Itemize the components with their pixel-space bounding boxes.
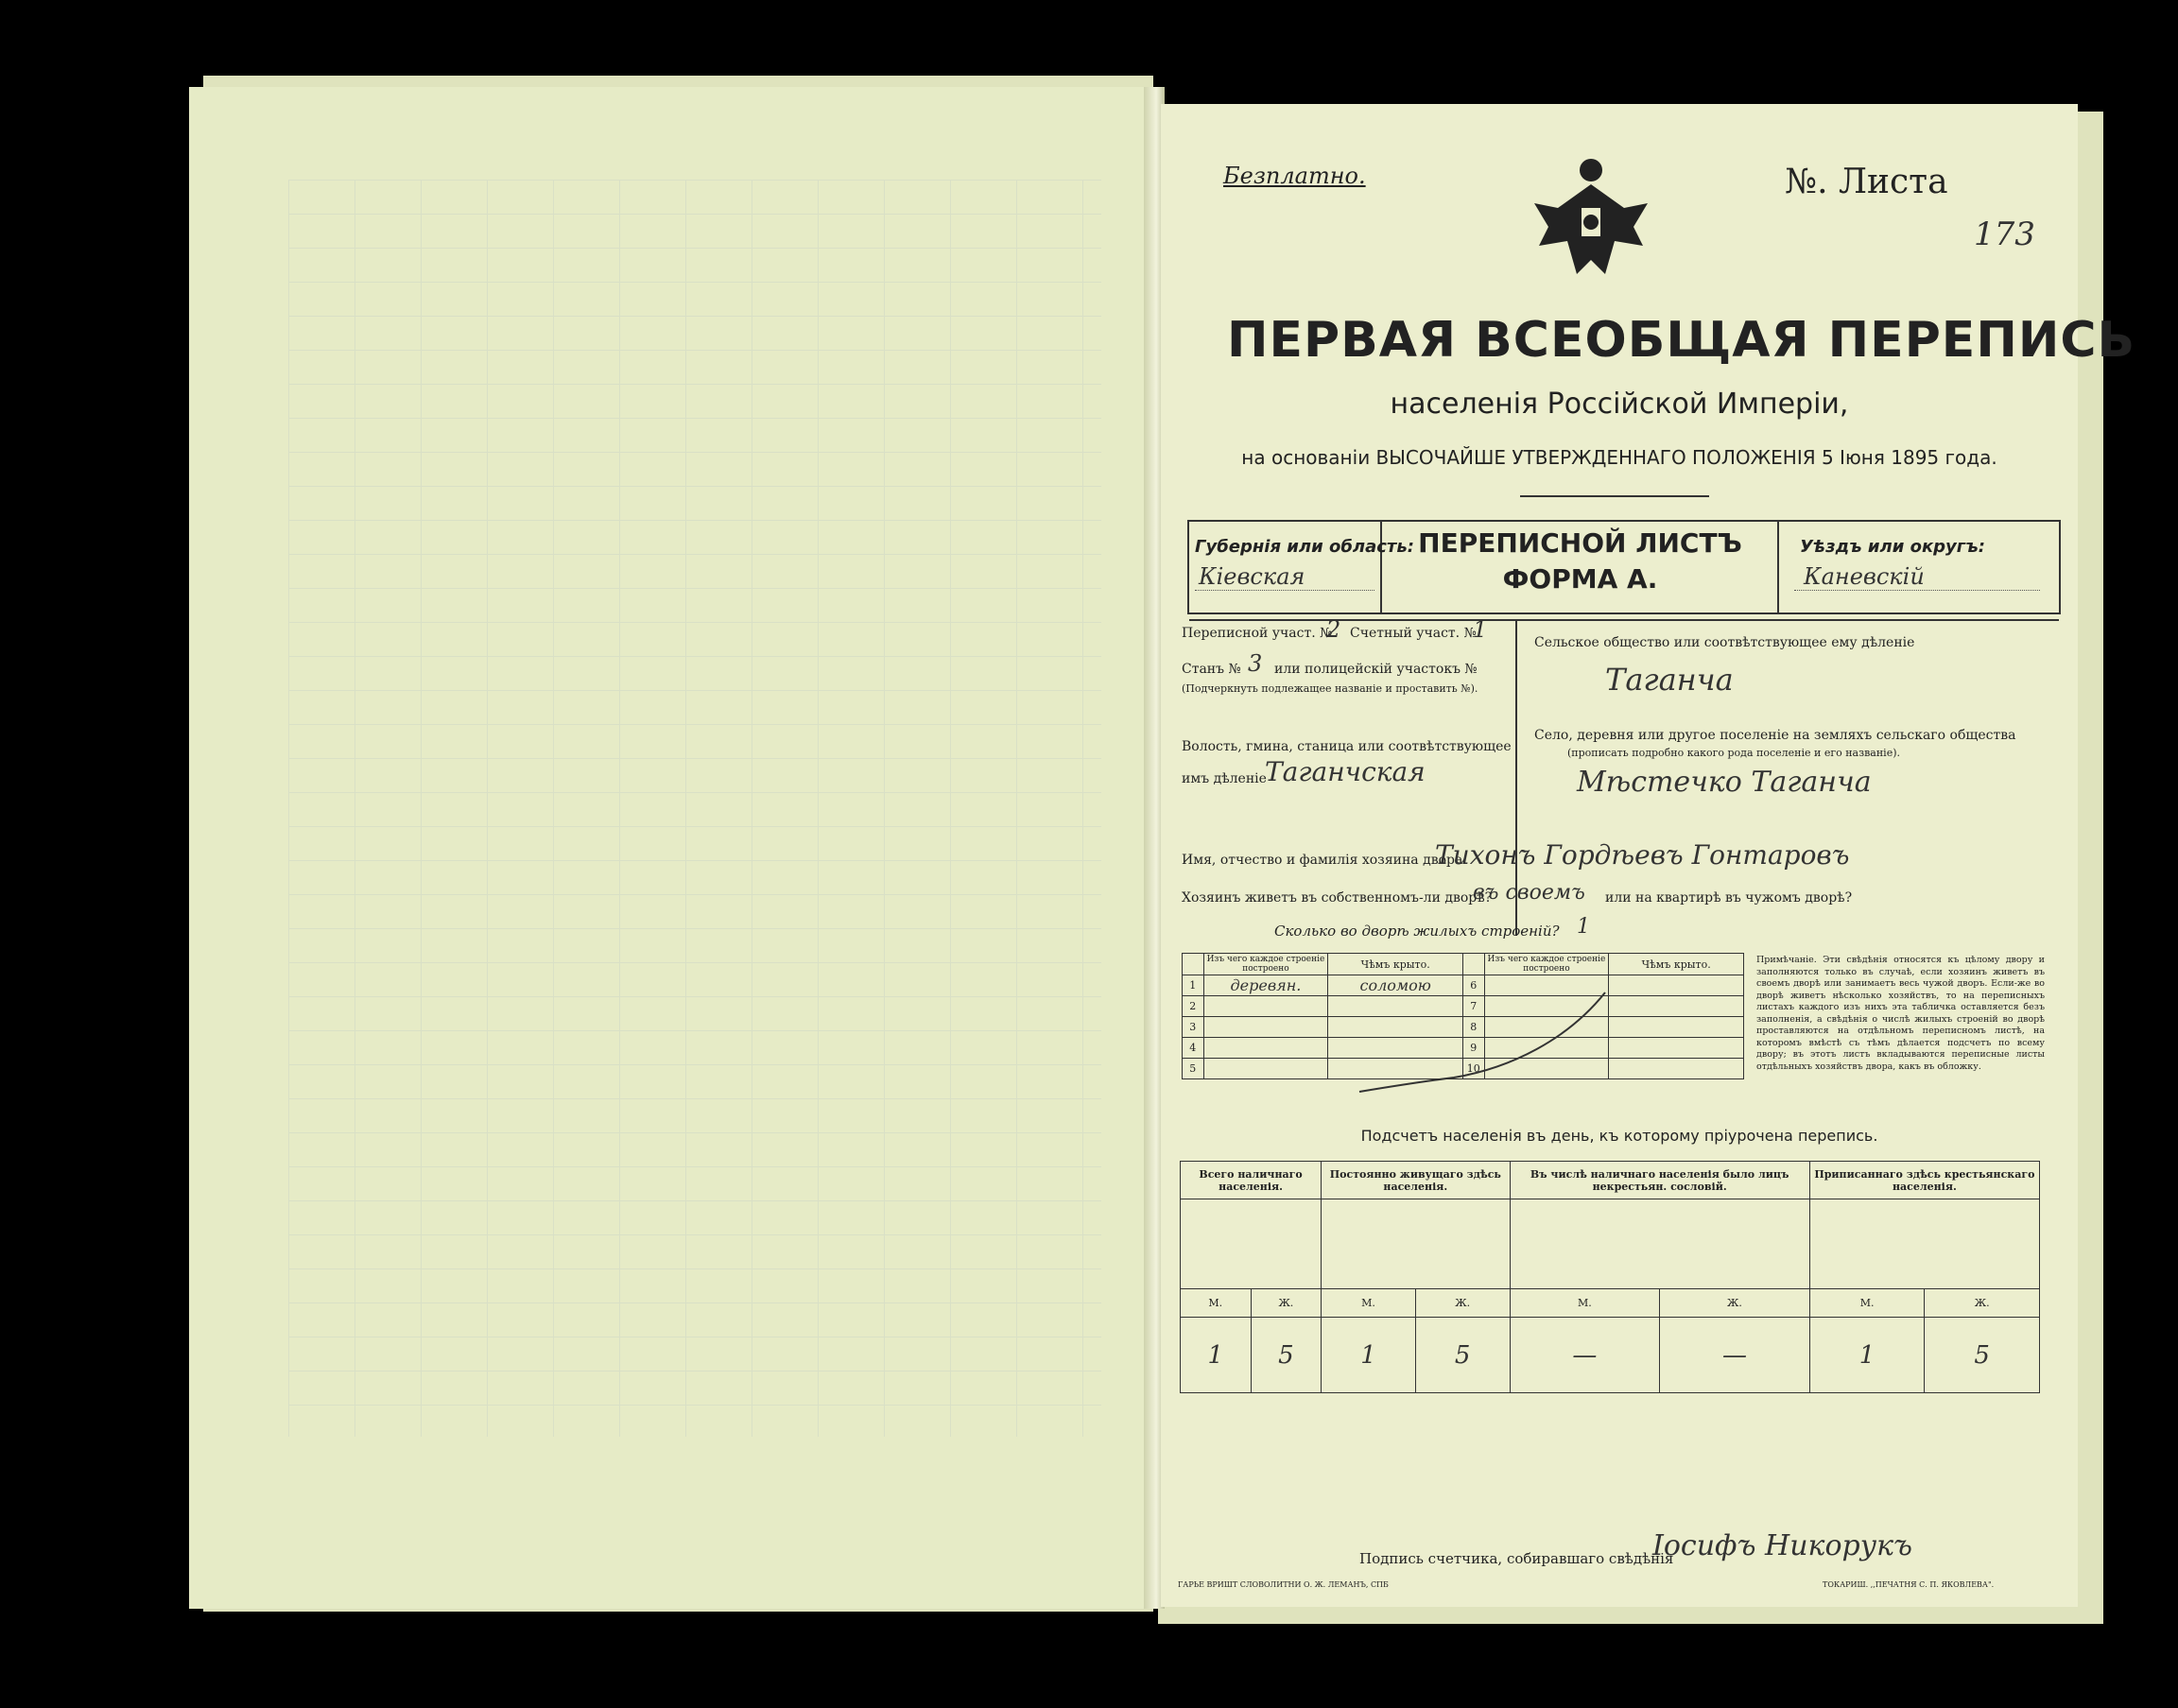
uezd-label: Уѣздъ или округъ: bbox=[1800, 537, 1985, 557]
basis-line: на основаніи ВЫСОЧАЙШЕ УТВЕРЖДЕННАГО ПОЛОЖЕНІЯ 5 Іюня 1895 года. bbox=[1241, 446, 1997, 469]
male-header: М. bbox=[1322, 1289, 1416, 1318]
own-yard-value: въ своемъ bbox=[1473, 881, 1585, 905]
form-title: ПЕРЕПИСНОЙ ЛИСТЪ bbox=[1418, 527, 1742, 559]
owner-label: Имя, отчество и фамилія хозяина двора bbox=[1182, 853, 1463, 868]
count-value: — bbox=[1660, 1318, 1810, 1393]
row-number: 5 bbox=[1183, 1059, 1204, 1079]
col-header: Въ числѣ наличнаго населенія было лицъ некрестьян. сословій. bbox=[1510, 1162, 1809, 1199]
col-header: Изъ чего каждое строеніе построено bbox=[1203, 954, 1328, 975]
row-number: 4 bbox=[1183, 1038, 1204, 1059]
count-value: 1 bbox=[1809, 1318, 1925, 1393]
divider bbox=[1195, 590, 1374, 591]
row1-roof: соломою bbox=[1328, 975, 1463, 996]
female-header: Ж. bbox=[1415, 1289, 1510, 1318]
sheet-number-label: №. Листа bbox=[1785, 163, 1948, 201]
census-form-page bbox=[1161, 104, 2136, 1607]
sheet-number-value: 173 bbox=[1974, 216, 2035, 253]
divider bbox=[1794, 590, 2040, 591]
buildings-label: Сколько во дворѣ жилыхъ строеній? bbox=[1274, 923, 1560, 940]
subtitle: населенія Россійской Имперіи, bbox=[1390, 388, 1849, 421]
row-number: 7 bbox=[1462, 996, 1484, 1017]
census-area-label: Переписной участ. № bbox=[1182, 626, 1333, 641]
population-count-table bbox=[1180, 1161, 2040, 1393]
male-header: М. bbox=[1510, 1289, 1660, 1318]
col-header: Изъ чего каждое строеніе построено bbox=[1484, 954, 1609, 975]
female-header: Ж. bbox=[1251, 1289, 1322, 1318]
owner-value: Тихонъ Гордѣевъ Гонтаровъ bbox=[1435, 839, 1850, 871]
own-yard-label: Хозяинъ живетъ въ собственномъ-ли дворѣ? bbox=[1182, 890, 1493, 906]
col-header: Чѣмъ крыто. bbox=[1609, 954, 1744, 975]
note-text: Примѣчаніе. Эти свѣдѣнія относятся къ цѣлому двору и заполняются только въ случаѣ, если хозяинъ живетъ въ своемъ дворѣ или занимаетъ весь чужой дворъ. Если-же во дворѣ живетъ нѣсколько хозяйствъ, то на переписныхъ листахъ каждого изъ нихъ эта табличка оставляется безъ заполненія, а свѣдѣнія о числѣ жилыхъ строеній во дворѣ проставляются на отдѣльномъ переписномъ листѣ, на которомъ вмѣстѣ съ тѣмъ дѣлается подсчетъ по всему двору; въ этотъ листъ вкладываются переписные листы отдѣльныхъ хозяйствъ двора, какъ въ обложку. bbox=[1756, 955, 2045, 1072]
gubernia-label: Губернія или область: bbox=[1195, 537, 1414, 557]
row-number: 9 bbox=[1462, 1038, 1484, 1059]
col-header: Чѣмъ крыто. bbox=[1328, 954, 1463, 975]
count-area-value: 1 bbox=[1473, 616, 1488, 643]
police-label: или полицейскій участокъ № bbox=[1274, 662, 1478, 677]
volost-label: Волость, гмина, станица или соотвѣтствующее bbox=[1182, 739, 1512, 754]
male-header: М. bbox=[1181, 1289, 1252, 1318]
printer-right: ТОКАРИШ. ,,ПЕЧАТНЯ С. П. ЯКОВЛЕВА". bbox=[1823, 1580, 1995, 1589]
census-area-value: 2 bbox=[1326, 616, 1341, 643]
faded-grid bbox=[288, 180, 1101, 1437]
female-header: Ж. bbox=[1660, 1289, 1810, 1318]
uezd-value: Каневскій bbox=[1804, 563, 1925, 590]
count-value: — bbox=[1510, 1318, 1660, 1393]
signature-label: Подпись счетчика, собиравшаго свѣдѣнія bbox=[1359, 1550, 1674, 1567]
printer-left: ГАРЬЕ ВРИШТ СЛОВОЛИТНИ О. Ж. ЛЕМАНЪ, СПБ bbox=[1178, 1580, 1389, 1589]
police-note: (Подчеркнуть подлежащее названіе и проставить №). bbox=[1182, 682, 1478, 695]
female-header: Ж. bbox=[1925, 1289, 2040, 1318]
stan-value: 3 bbox=[1248, 650, 1263, 677]
strike-line bbox=[1303, 964, 1643, 1106]
rent-label: или на квартирѣ въ чужомъ дворѣ? bbox=[1605, 890, 1853, 906]
buildings-value: 1 bbox=[1577, 915, 1590, 939]
row1-material: деревян. bbox=[1203, 975, 1328, 996]
row-number: 3 bbox=[1183, 1017, 1204, 1038]
free-label: Безплатно. bbox=[1223, 163, 1366, 189]
row-number: 2 bbox=[1183, 996, 1204, 1017]
count-area-label: Счетный участ. № bbox=[1350, 626, 1477, 641]
signature-value: Іосифъ Никорукъ bbox=[1652, 1529, 1913, 1562]
row-number: 10 bbox=[1462, 1059, 1484, 1079]
divider bbox=[1777, 522, 1779, 612]
society-label: Сельское общество или соотвѣтствующее ему дѣленіе bbox=[1534, 635, 1915, 650]
volost-label-2: имъ дѣленіе bbox=[1182, 771, 1267, 786]
count-title: Подсчетъ населенія въ день, къ которому пріурочена перепись. bbox=[1360, 1127, 1878, 1145]
row-number: 8 bbox=[1462, 1017, 1484, 1038]
gubernia-value: Кіевская bbox=[1199, 563, 1305, 590]
society-value: Таганча bbox=[1605, 662, 1734, 698]
row-number: 6 bbox=[1462, 975, 1484, 996]
col-header: Всего наличнаго населенія. bbox=[1181, 1162, 1322, 1199]
volost-value: Таганчская bbox=[1265, 756, 1426, 787]
count-value: 1 bbox=[1322, 1318, 1416, 1393]
village-value: Мѣстечко Таганча bbox=[1577, 766, 1872, 799]
divider bbox=[1520, 495, 1709, 497]
count-value: 1 bbox=[1181, 1318, 1252, 1393]
page-title: ПЕРВАЯ ВСЕОБЩАЯ ПЕРЕПИСЬ bbox=[1227, 312, 2136, 369]
imperial-eagle-emblem bbox=[1530, 151, 1652, 293]
col-header: Приписаннаго здѣсь крестьянскаго населенія. bbox=[1809, 1162, 2039, 1199]
col-header: Постоянно живущаго здѣсь населенія. bbox=[1322, 1162, 1510, 1199]
form-letter: ФОРМА А. bbox=[1502, 563, 1658, 595]
count-value: 5 bbox=[1251, 1318, 1322, 1393]
divider bbox=[1380, 522, 1382, 612]
stan-label: Станъ № bbox=[1182, 662, 1241, 677]
count-value: 5 bbox=[1415, 1318, 1510, 1393]
row-number: 1 bbox=[1183, 975, 1204, 996]
count-value: 5 bbox=[1925, 1318, 2040, 1393]
village-note: (прописать подробно какого рода поселеніе и его названіе). bbox=[1567, 747, 1900, 759]
male-header: М. bbox=[1809, 1289, 1925, 1318]
village-label: Село, деревня или другое поселеніе на земляхъ сельскаго общества bbox=[1534, 728, 2016, 743]
divider bbox=[1189, 619, 2059, 621]
